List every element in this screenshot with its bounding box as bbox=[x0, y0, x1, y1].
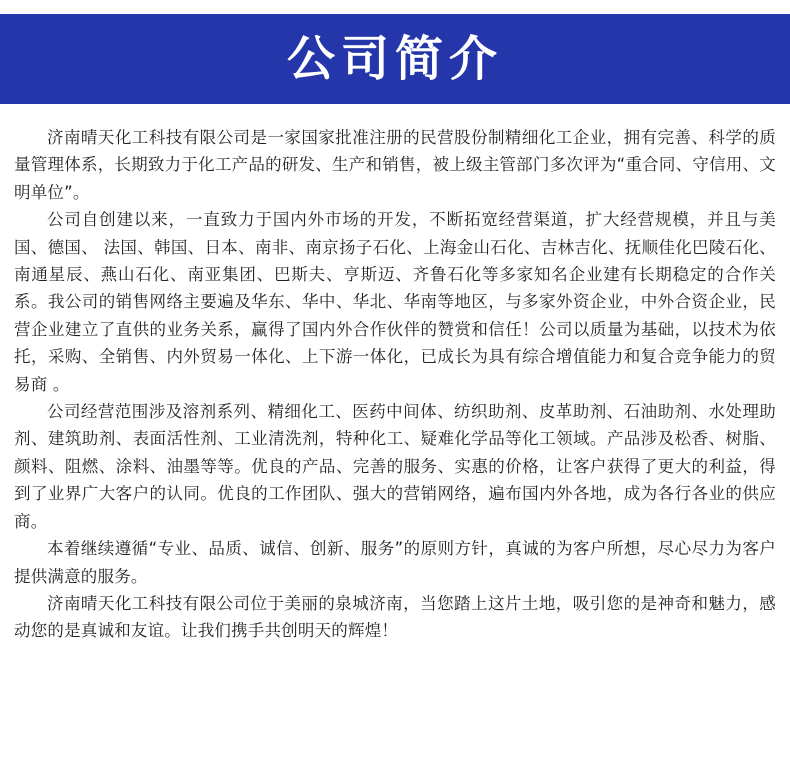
title-banner bbox=[0, 14, 790, 104]
intro-paragraph-4: 本着继续遵循“专业、品质、诚信、创新、服务”的原则方针，真诚的为客户所想，尽心尽力为客户提供满意的服务。 bbox=[14, 539, 776, 586]
company-intro-body bbox=[14, 124, 776, 645]
intro-paragraph-5: 济南晴天化工科技有限公司位于美丽的泉城济南，当您踏上这片土地，吸引您的是神奇和魅力，感动您的是真诚和友谊。让我们携手共创明天的辉煌！ bbox=[14, 593, 776, 641]
intro-paragraph-3: 公司经营范围涉及溶剂系列、精细化工、医药中间体、纺织助剂、皮革助剂、石油助剂、水处理助剂、建筑助剂、表面活性剂、工业清洗剂，特种化工、疑难化学品等化工领域。产品涉及松香、树脂、颜料、阻燃、涂料、油墨等等。优良的产品、完善的服务、实惠的价格，让客户获得了更大的利益，得到了业界广大客户的认同。优良的工作团队、强大的营销网络，遍布国内外各地，成为各行各业的供应商。 bbox=[14, 402, 776, 531]
page-title: 公司简介 bbox=[286, 31, 503, 87]
intro-paragraph-2: 公司自创建以来，一直致力于国内外市场的开发，不断拓宽经营渠道，扩大经营规模，并且与美国、德国、 法国、韩国、日本、南非、南京扬子石化、上海金山石化、吉林吉化、抚顺佳化巴陵石化、南通星辰、燕山石化、南亚集团、巴斯夫、亨斯迈、齐鲁石化等多家知名企业建有长期稳定的合作关系。我公司的销售网络主要遍及华东、华中、华北、华南等地区，与多家外资企业，中外合资企业，民营企业建立了直供的业务关系，赢得了国内外合作伙伴的赞赏和信任！公司以质量为基础，以技术为依托，采购、全销售、内外贸易一体化、上下游一体化，已成长为具有综合增值能力和复合竞争能力的贸易商 。 bbox=[14, 210, 776, 394]
intro-paragraph-1: 济南晴天化工科技有限公司是一家国家批准注册的民营股份制精细化工企业，拥有完善、科学的质量管理体系，长期致力于化工产品的研发、生产和销售，被上级主管部门多次评为“重合同、守信用、文明单位”。 bbox=[14, 128, 776, 202]
